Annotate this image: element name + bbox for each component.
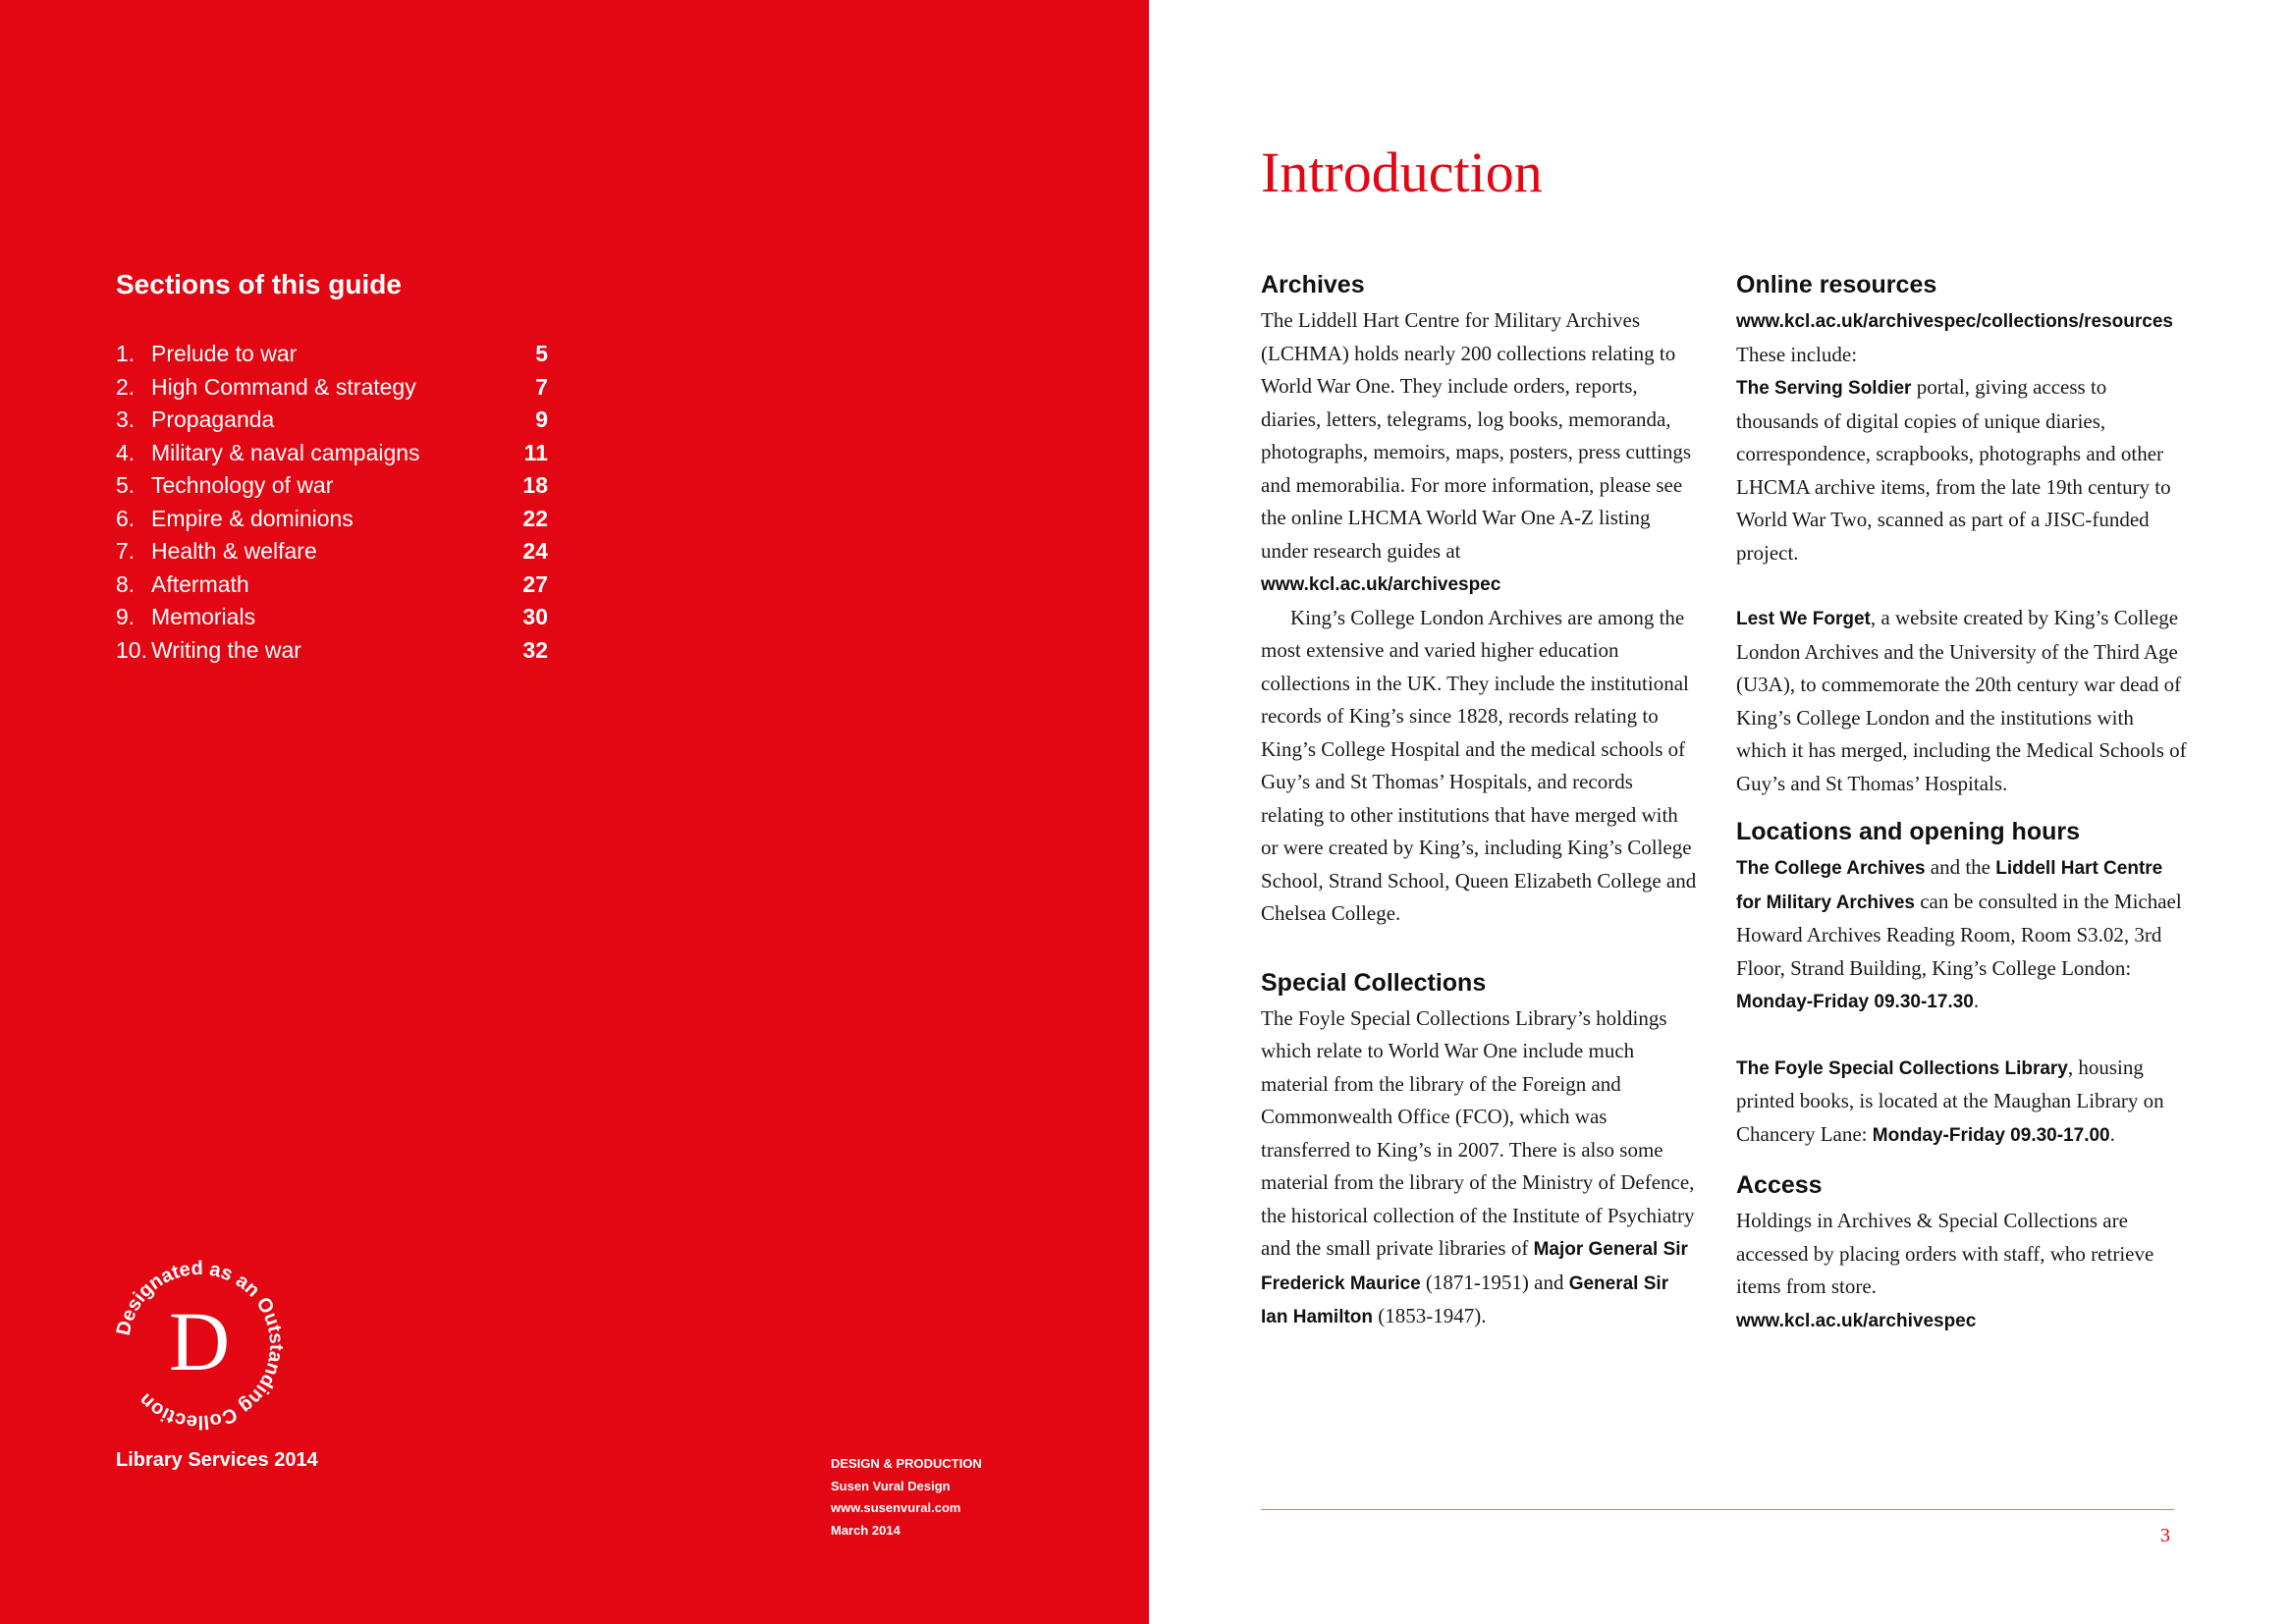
toc-number: 2. <box>116 373 136 400</box>
online-resources-heading: Online resources <box>1736 271 1937 298</box>
toc-page: 11 <box>523 439 548 465</box>
serving-soldier-paragraph <box>1736 371 2188 569</box>
toc-page: 27 <box>522 570 548 597</box>
toc-item[interactable] <box>116 469 548 503</box>
outstanding-collection-seal <box>101 1247 298 1443</box>
toc-number: 1. <box>116 341 136 366</box>
credits-line: Susen Vural Design <box>831 1478 951 1493</box>
toc-label: Technology of war <box>151 472 334 498</box>
toc-number: 5. <box>116 472 136 498</box>
section-spacer <box>1736 1019 2188 1052</box>
toc-item[interactable] <box>116 371 548 405</box>
resources-link[interactable]: www.kcl.ac.uk/archivespec/collections/resources <box>1736 311 2173 332</box>
special-text-mid: (1871-1951) and <box>1420 1270 1569 1294</box>
lest-we-forget-title: Lest We Forget <box>1736 609 1871 629</box>
toc-page: 30 <box>522 604 548 629</box>
toc-number: 10. <box>116 636 147 663</box>
column-right <box>1736 265 2188 1337</box>
access-paragraph: Holdings in Archives & Special Collections are accessed by placing orders with staff, who retrieve items from store. <box>1736 1209 2154 1298</box>
toc-item[interactable] <box>116 404 548 437</box>
toc-page: 24 <box>522 538 548 564</box>
library-services-label: Library Services 2014 <box>116 1449 318 1471</box>
toc-label: Propaganda <box>151 406 275 432</box>
page-title: Introduction <box>1261 140 1543 204</box>
hamilton-name: General Sir Ian Hamilton <box>1261 1272 1669 1327</box>
toc-item[interactable] <box>116 535 548 568</box>
online-resources-link-line <box>1736 304 2188 339</box>
archives-heading: Archives <box>1261 271 1365 298</box>
toc-label: Empire & dominions <box>151 505 354 531</box>
credits-line: www.susenvural.com <box>831 1500 961 1515</box>
toc-number: 4. <box>116 439 136 465</box>
design-credits <box>831 1453 982 1542</box>
locations-text: can be consulted in the Michael Howard Archives Reading Room, Room S3.02, 3rd Floor, Strand Building, King’s College London: <box>1736 889 2182 980</box>
section-spacer <box>1736 1152 2188 1165</box>
archives-paragraph <box>1261 304 1699 602</box>
seal-text: Designated as an Outstanding Collection <box>112 1257 288 1434</box>
toc-number: 7. <box>116 538 136 564</box>
toc-page: 5 <box>535 341 548 366</box>
opening-hours: Monday-Friday 09.30-17.00 <box>1872 1124 2110 1146</box>
access-heading: Access <box>1736 1171 1823 1199</box>
serving-soldier-title: The Serving Soldier <box>1736 378 1912 399</box>
toc-item[interactable] <box>116 568 548 602</box>
seal-letter: D <box>168 1294 231 1388</box>
toc-title: Sections of this guide <box>116 269 402 299</box>
foyle-library-paragraph <box>1736 1052 2188 1153</box>
toc-item[interactable] <box>116 437 548 470</box>
access-link-line <box>1736 1304 2188 1338</box>
locations-text: and the <box>1925 855 1996 879</box>
locations-heading: Locations and opening hours <box>1736 818 2080 845</box>
maurice-name: Major General Sir Frederick Maurice <box>1261 1239 1688 1294</box>
special-text: The Foyle Special Collections Library’s holdings which relate to World War One include much material from the library of the Foreign and Commonwealth Office (FCO), which was transferred to King’s in 2007. There is also some material from the library of the Ministry of Defence, the historical collection of the Institute of Psychiatry and the small private libraries of <box>1261 1005 1695 1260</box>
section-spacer <box>1736 569 2188 602</box>
kings-archives-paragraph: King’s College London Archives are among the most extensive and varied higher education collections in the UK. They include the institutional records of King’s since 1828, records relating to King’s College Hospital and the medical schools of Guy’s and St Thomas’ Hospitals, and records relating to other institutions that have merged with or were created by King’s, including King’s College School, Strand School, Queen Elizabeth College and Chelsea College. <box>1261 605 1697 925</box>
table-of-contents <box>116 338 548 667</box>
toc-item[interactable] <box>116 338 548 371</box>
section-spacer <box>1261 931 1699 963</box>
toc-page: 18 <box>522 472 548 498</box>
toc-item[interactable] <box>116 503 548 536</box>
toc-label: Memorials <box>151 604 256 629</box>
liddell-hart-name: Liddell Hart Centre for Military Archives <box>1736 858 2163 913</box>
section-spacer <box>1736 800 2188 812</box>
toc-page: 22 <box>522 505 548 531</box>
college-archives-name: The College Archives <box>1736 858 1926 879</box>
special-text-end: (1853-1947). <box>1373 1304 1487 1327</box>
special-collections-heading: Special Collections <box>1261 968 1487 997</box>
toc-item[interactable] <box>116 634 548 668</box>
toc-label: Prelude to war <box>151 341 298 366</box>
archives-text: The Liddell Hart Centre for Military Archives (LCHMA) holds nearly 200 collections relating to World War One. They include orders, reports, diaries, letters, telegrams, log books, memoranda, photographs, memoirs, maps, posters, press cuttings and memorabilia. For more information, please see the online LHCMA World War One A-Z listing under research guides at <box>1261 308 1692 563</box>
credits-line: March 2014 <box>831 1522 900 1538</box>
toc-number: 8. <box>116 570 136 597</box>
special-collections-paragraph <box>1261 1002 1699 1334</box>
foyle-text: . <box>2109 1121 2115 1146</box>
toc-number: 6. <box>116 505 136 531</box>
toc-label: Writing the war <box>151 636 301 663</box>
access-link[interactable]: www.kcl.ac.uk/archivespec <box>1736 1310 1977 1331</box>
opening-hours: Monday-Friday 09.30-17.30 <box>1736 992 1974 1012</box>
foyle-library-name: The Foyle Special Collections Library <box>1736 1057 2068 1079</box>
lest-we-forget-text: , a website created by King’s College London Archives and the University of the Third Age (U3A), to commemorate the 20th century war dead of King’s College London and the institutions with which it has merged, including the Medical Schools of Guy’s and St Thomas’ Hospitals. <box>1736 606 2187 795</box>
credits-line: DESIGN & PRODUCTION <box>831 1456 982 1471</box>
toc-label: Military & naval campaigns <box>151 439 420 465</box>
archivespec-link[interactable]: www.kcl.ac.uk/archivespec <box>1261 574 1501 595</box>
college-archives-paragraph <box>1736 851 2188 1019</box>
locations-text: . <box>1973 989 1980 1012</box>
toc-item[interactable] <box>116 601 548 634</box>
toc-page: 7 <box>535 373 548 400</box>
page-number: 3 <box>2160 1525 2170 1546</box>
toc-label: Health & welfare <box>151 538 317 564</box>
toc-label: High Command & strategy <box>151 373 416 400</box>
toc-page: 32 <box>522 636 548 663</box>
footer-rule <box>1261 1509 2174 1510</box>
toc-number: 3. <box>116 406 136 432</box>
toc-page: 9 <box>535 406 548 432</box>
foyle-text: , housing printed books, is located at the Maughan Library on Chancery Lane: <box>1736 1055 2164 1146</box>
online-intro: These include: <box>1736 342 1858 366</box>
toc-label: Aftermath <box>151 570 249 597</box>
column-left <box>1261 265 1699 1334</box>
serving-soldier-text: portal, giving access to thousands of digital copies of unique diaries, correspondence, scrapbooks, photographs and other LHCMA archive items, from the late 19th century to World War Two, scanned as part of a JISC-funded project. <box>1736 375 2171 565</box>
toc-number: 9. <box>116 604 136 629</box>
lest-we-forget-paragraph <box>1736 602 2188 800</box>
